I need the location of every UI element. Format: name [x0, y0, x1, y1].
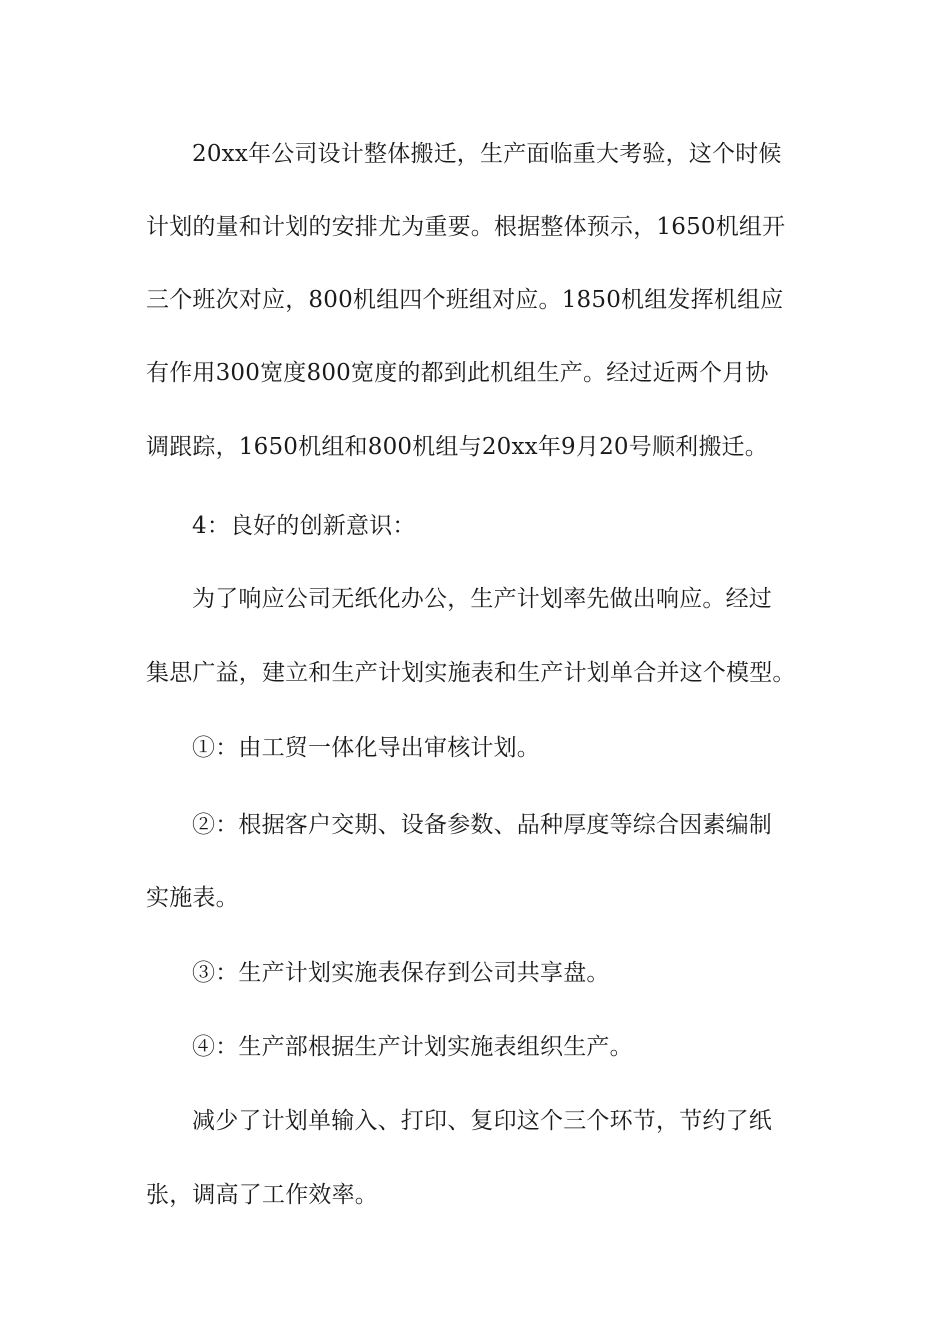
paragraph-line: 减少了计划单输入、打印、复印这个三个环节，节约了纸 — [192, 1108, 772, 1134]
paragraph-line: 三个班次对应，800机组四个班组对应。1850机组发挥机组应 — [146, 287, 784, 313]
paragraph-line: 为了响应公司无纸化办公，生产计划率先做出响应。经过 — [192, 586, 772, 612]
list-item: ④：生产部根据生产计划实施表组织生产。 — [192, 1034, 633, 1060]
paragraph-line: 张，调高了工作效率。 — [146, 1182, 378, 1208]
paragraph-line: 20xx年公司设计整体搬迁，生产面临重大考验，这个时候 — [192, 141, 782, 167]
paragraph-line: 调跟踪，1650机组和800机组与20xx年9月20号顺利搬迁。 — [146, 434, 768, 460]
paragraph-line: 计划的量和计划的安排尤为重要。根据整体预示，1650机组开 — [146, 214, 786, 240]
paragraph-line: 有作用300宽度800宽度的都到此机组生产。经过近两个月协 — [146, 360, 769, 386]
paragraph-line: 集思广益，建立和生产计划实施表和生产计划单合并这个模型。 — [146, 660, 796, 686]
list-item: ③：生产计划实施表保存到公司共享盘。 — [192, 960, 610, 986]
list-item: ②：根据客户交期、设备参数、品种厚度等综合因素编制 — [192, 812, 772, 838]
section-heading: 4：良好的创新意识： — [192, 513, 416, 539]
list-item: ①：由工贸一体化导出审核计划。 — [192, 735, 540, 761]
list-item-continuation: 实施表。 — [146, 885, 239, 911]
